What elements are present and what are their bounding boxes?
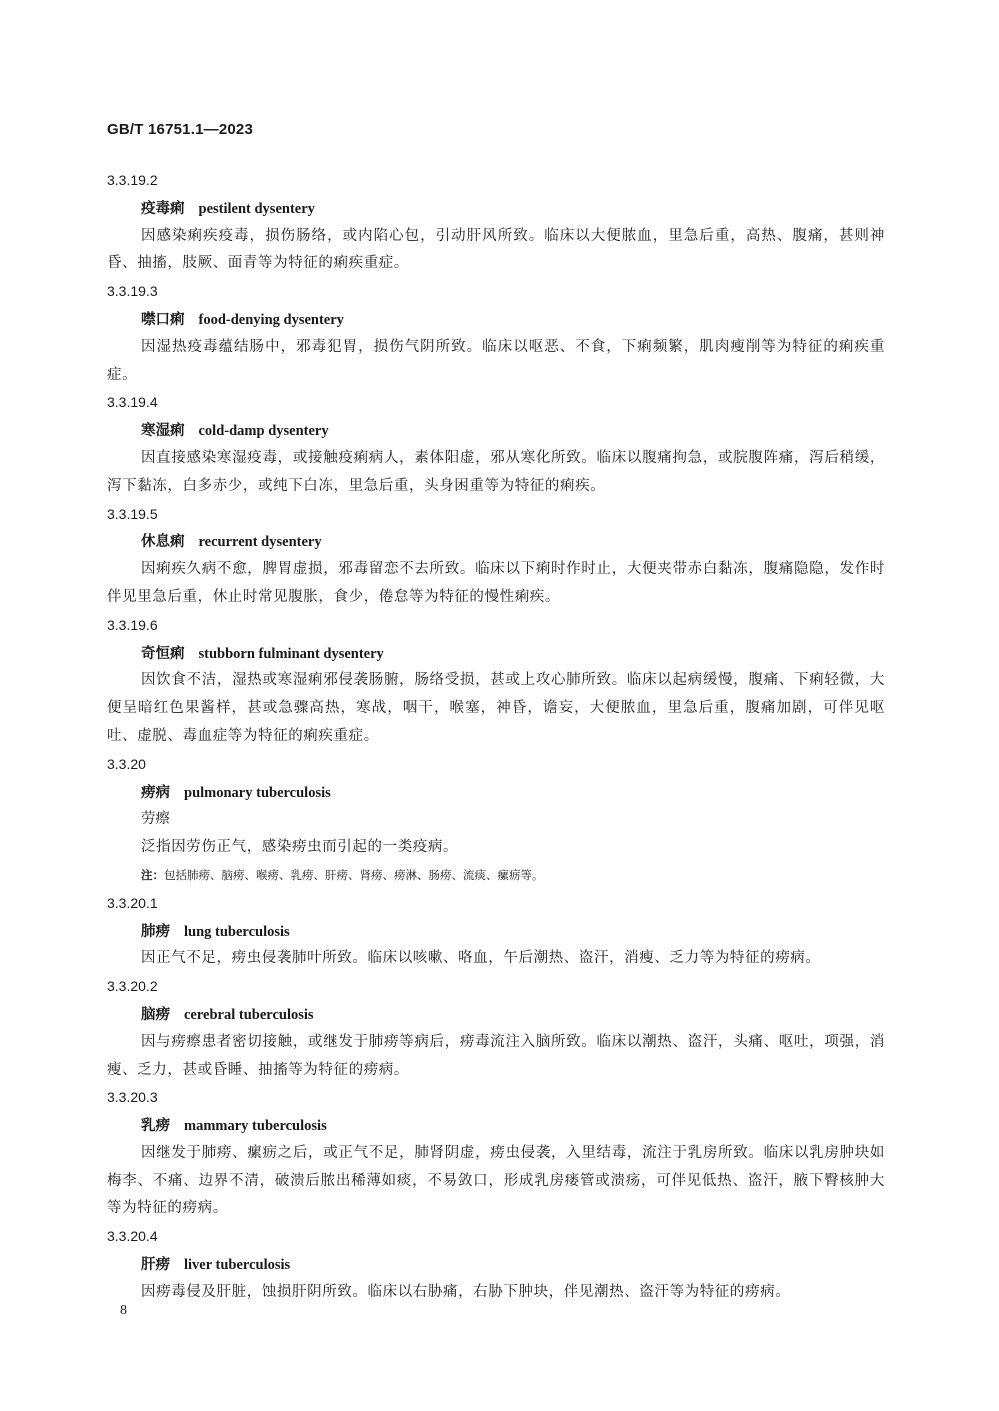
- term-english: pestilent dysentery: [198, 200, 315, 217]
- term-number: 3.3.19.3: [107, 283, 158, 300]
- note-label: 注：: [141, 867, 164, 882]
- term-english: recurrent dysentery: [198, 534, 322, 551]
- term-chinese: 疫毒痢: [141, 199, 185, 217]
- page-number: 8: [120, 1303, 127, 1318]
- term-definition: 因饮食不洁，湿热或寒湿痢邪侵袭肠腑，肠络受损，甚或上攻心肺所致。临床以起病缓慢，腹痛、下痢轻微，大便呈暗红色果酱样，甚或急骤高热，寒战，咽干，喉塞，神昏，谵妄，大便脓血，里急后重，腹痛加剧，可伴见呕吐、虚脱、毒血症等为特征的痢疾重症。: [107, 672, 885, 744]
- term-definition: 因感染痢疾疫毒，损伤肠络，或内陷心包，引动肝风所致。临床以大便脓血，里急后重，高热、腹痛，甚则神昏、抽搐，肢厥、面青等为特征的痢疾重症。: [107, 227, 885, 272]
- term-number: 3.3.20.1: [107, 894, 158, 911]
- term-number: 3.3.19.2: [107, 172, 158, 188]
- term-number: 3.3.20: [107, 755, 146, 772]
- term-number: 3.3.20.2: [107, 978, 158, 995]
- term-definition: 因继发于肺痨、瘰疬之后，或正气不足，肺肾阴虚，痨虫侵袭，入里结毒，流注于乳房所致。临床以乳房肿块如梅李、不痛、边界不清，破溃后脓出稀薄如痰，不易敛口，形成乳房瘘管或溃疡，可伴见低热、盗汗，腋下臀核肿大等为特征的痨病。: [107, 1144, 885, 1217]
- term-number: 3.3.20.3: [107, 1089, 158, 1106]
- terms-content: [107, 167, 885, 1307]
- term-heading: [107, 779, 885, 807]
- term-heading: [107, 1001, 885, 1029]
- term-definition: 因湿热疫毒蕴结肠中，邪毒犯胃，损伤气阴所致。临床以呕恶、不食，下痢频繁，肌肉瘦削等为特征的痢疾重症。: [107, 338, 885, 383]
- term-definition: 泛指因劳伤正气，感染痨虫而引起的一类疫病。: [141, 839, 459, 856]
- term-english: mammary tuberculosis: [184, 1118, 327, 1135]
- term-heading: [107, 1251, 885, 1279]
- term-chinese: 痨病: [141, 783, 170, 801]
- term-heading: [107, 417, 885, 445]
- term-english: cerebral tuberculosis: [184, 1006, 314, 1023]
- term-heading: [107, 640, 885, 668]
- term-heading: [107, 528, 885, 556]
- term-chinese: 寒湿痢: [141, 422, 185, 440]
- term-chinese: 肺痨: [141, 922, 170, 940]
- term-synonym: 劳瘵: [141, 811, 170, 828]
- term-chinese: 脑痨: [141, 1005, 170, 1023]
- term-chinese: 肝痨: [141, 1256, 170, 1274]
- term-english: food-denying dysentery: [198, 311, 344, 328]
- term-english: liver tuberculosis: [184, 1257, 291, 1274]
- term-heading: [107, 306, 885, 334]
- term-chinese: 乳痨: [141, 1117, 170, 1135]
- term-note: [107, 862, 885, 890]
- term-heading: [107, 1112, 885, 1140]
- term-definition: 因与痨瘵患者密切接触，或继发于肺痨等病后，痨毒流注入脑所致。临床以潮热、盗汗，头痛、呕吐，项强，消瘦、乏力，甚或昏睡、抽搐等为特征的痨病。: [107, 1033, 885, 1078]
- term-number: 3.3.19.4: [107, 394, 158, 411]
- term-english: stubborn fulminant dysentery: [198, 645, 384, 662]
- term-chinese: 休息痢: [141, 533, 185, 551]
- term-english: lung tuberculosis: [184, 923, 290, 940]
- term-definition: 因痢疾久病不愈，脾胃虚损，邪毒留恋不去所致。临床以下痢时作时止，大便夹带赤白黏冻，腹痛隐隐，发作时伴见里急后重，休止时常见腹胀，食少，倦怠等为特征的慢性痢疾。: [107, 561, 885, 605]
- term-english: pulmonary tuberculosis: [184, 784, 331, 801]
- note-text: 包括肺痨、脑痨、喉痨、乳痨、肝痨、肾痨、痨淋、肠痨、流痰、瘰疬等。: [164, 867, 544, 882]
- term-definition: 因痨毒侵及肝脏，蚀损肝阴所致。临床以右胁痛，右胁下肿块，伴见潮热、盗汗等为特征的痨病。: [141, 1283, 791, 1300]
- term-heading: [107, 195, 885, 223]
- term-number: 3.3.19.5: [107, 505, 158, 522]
- term-chinese: 奇恒痢: [141, 644, 185, 662]
- standard-code-header: GB/T 16751.1—2023: [107, 121, 253, 138]
- term-heading: [107, 918, 885, 946]
- term-chinese: 噤口痢: [141, 310, 185, 328]
- term-definition: 因正气不足，痨虫侵袭肺叶所致。临床以咳嗽、咯血，午后潮热、盗汗，消瘦、乏力等为特征的痨病。: [141, 950, 821, 967]
- term-number: 3.3.20.4: [107, 1228, 158, 1245]
- term-definition: 因直接感染寒湿疫毒，或接触疫痢病人，素体阳虚，邪从寒化所致。临床以腹痛拘急，或脘腹阵痛，泻后稍缓，泻下黏冻，白多赤少，或纯下白冻，里急后重，头身困重等为特征的痢疾。: [107, 449, 885, 494]
- term-english: cold-damp dysentery: [198, 423, 329, 440]
- term-number: 3.3.19.6: [107, 616, 158, 633]
